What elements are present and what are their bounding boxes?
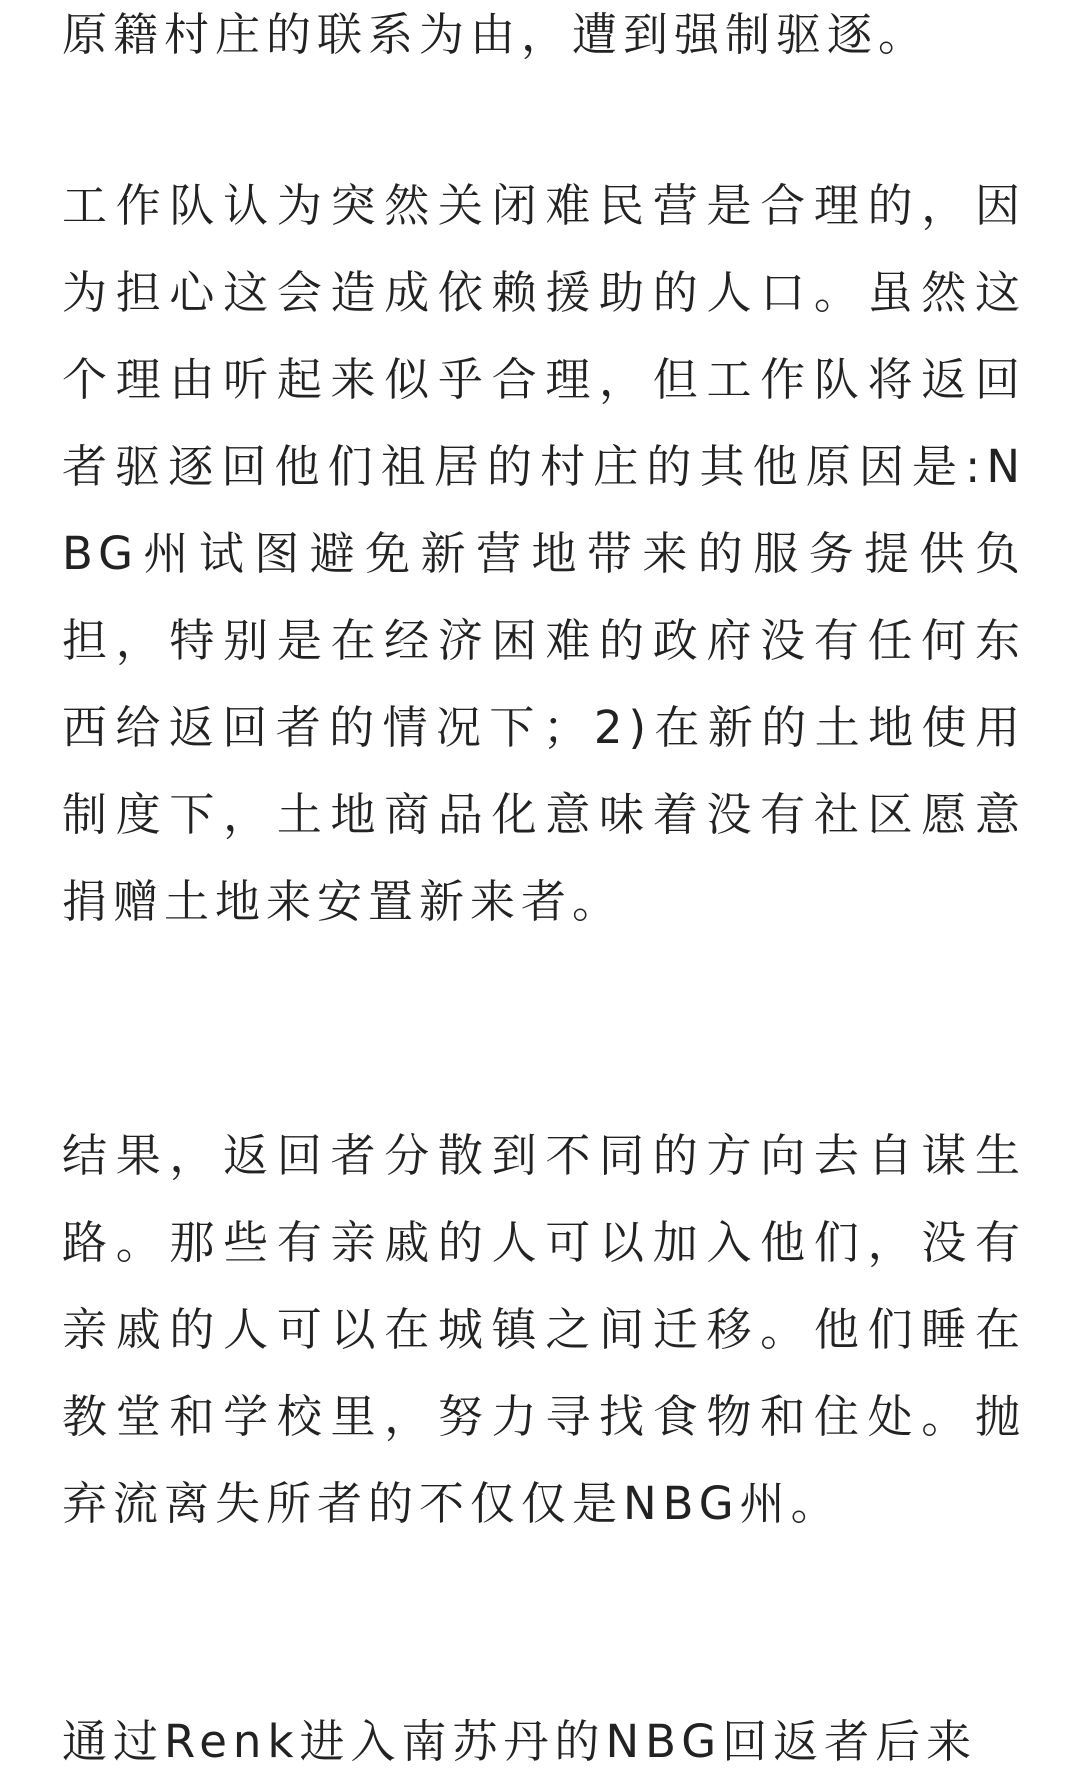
paragraph-1: 原籍村庄的联系为由，遭到强制驱逐。 <box>62 8 930 61</box>
paragraph-4: 通过Renk进入南苏丹的NBG回返者后来 <box>62 1715 978 1768</box>
paragraph-2: 工作队认为突然关闭难民营是合理的，因为担心这会造成依赖援助的人口。虽然这个理由听起来似乎合理，但工作队将返回者驱逐回他们祖居的村庄的其他原因是:NBG州试图避免新营地带来的服务提供负担，特别是在经济困难的政府没有任何东西给返回者的情况下；2)在新的土地使用制度下，土地商品化意味着没有社区愿意捐赠土地来安置新来者。 <box>62 179 1026 928</box>
paragraph-3: 结果，返回者分散到不同的方向去自谋生路。那些有亲戚的人可以加入他们，没有亲戚的人可以在城镇之间迁移。他们睡在教堂和学校里，努力寻找食物和住处。抛弃流离失所者的不仅仅是NBG州。 <box>62 1129 1026 1530</box>
